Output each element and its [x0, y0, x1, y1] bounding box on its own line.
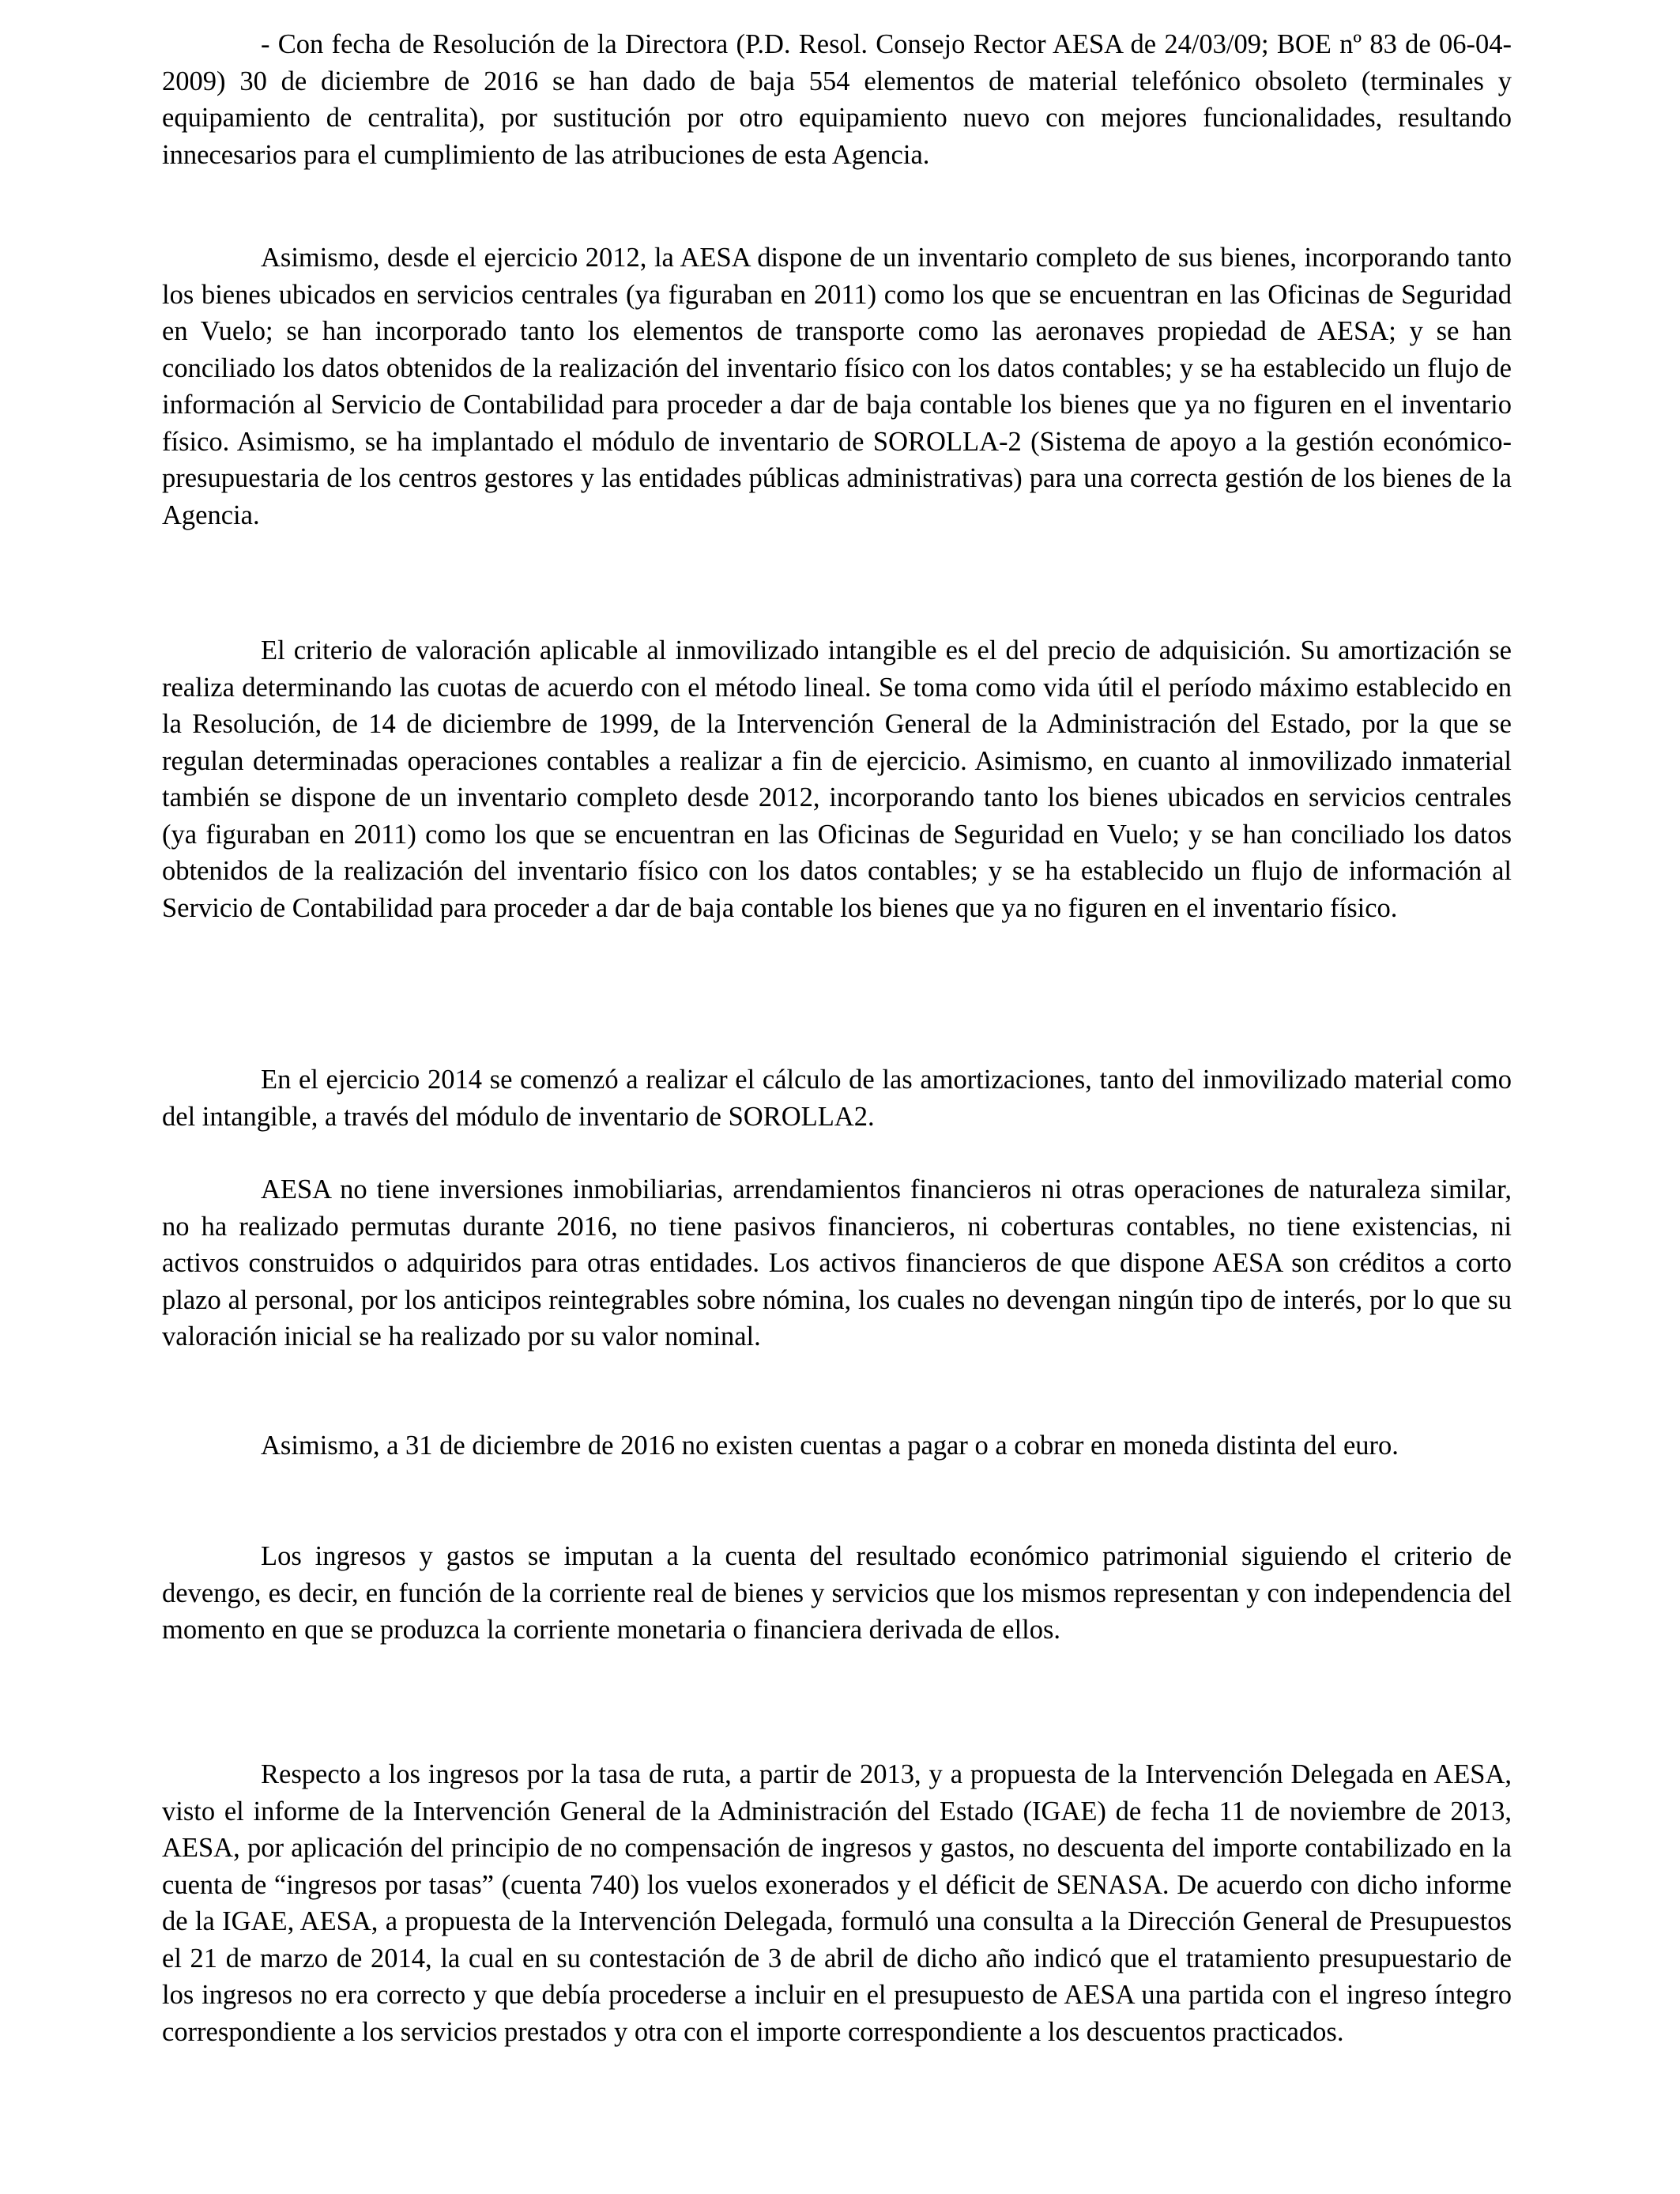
paragraph-inversiones-activos-financieros: AESA no tiene inversiones inmobiliarias, arrendamientos financieros ni otras operaciones de naturaleza similar, no ha realizado permutas durante 2016, no tiene pasivos financieros, ni coberturas contables, no tiene existencias, ni activos construidos o adquiridos para otras entidades. Los activos financieros de que dispone AESA son créditos a corto plazo al personal, por los anticipos reintegrables sobre nómina, los cuales no devengan ningún tipo de interés, por lo que su valoración inicial se ha realizado por su valor nominal. [162, 1174, 1512, 1351]
paragraph-tasa-de-ruta: Respecto a los ingresos por la tasa de ruta, a partir de 2013, y a propuesta de la Intervención Delegada en AESA, visto el informe de la Intervención General de la Administración del Estado (IGAE) de fecha 11 de noviembre de 2013, AESA, por aplicación del principio de no compensación de ingresos y gastos, no descuenta del importe contabilizado en la cuenta de “ingresos por tasas” (cuenta 740) los vuelos exonerados y el déficit de SENASA. De acuerdo con dicho informe de la IGAE, AESA, a propuesta de la Intervención Delegada, formuló una consulta a la Dirección General de Presupuestos el 21 de marzo de 2014, la cual en su contestación de 3 de abril de dicho año indicó que el tratamiento presupuestario de los ingresos no era correcto y que debía procederse a incluir en el presupuesto de AESA una partida con el ingreso íntegro correspondiente a los servicios prestados y otra con el importe correspondiente a los descuentos practicados. [162, 1759, 1512, 2047]
paragraph-inmovilizado-intangible: El criterio de valoración aplicable al inmovilizado intangible es el del precio de adquisición. Su amortización se realiza determinando las cuotas de acuerdo con el método lineal. Se toma como vida útil el período máximo establecido en la Resolución, de 14 de diciembre de 1999, de la Intervención General de la Administración del Estado, por la que se regulan determinadas operaciones contables a realizar a fin de ejercicio. Asimismo, en cuanto al inmovilizado inmaterial también se dispone de un inventario completo desde 2012, incorporando tanto los bienes ubicados en servicios centrales (ya figuraban en 2011) como los que se encuentran en las Oficinas de Seguridad en Vuelo; y se han conciliado los datos obtenidos de la realización del inventario físico con los datos contables; y se ha establecido un flujo de información al Servicio de Contabilidad para proceder a dar de baja contable los bienes que ya no figuren en el inventario físico. [162, 635, 1512, 923]
paragraph-baja-material-telefonico: - Con fecha de Resolución de la Directora (P.D. Resol. Consejo Rector AESA de 24/03/09; BOE nº 83 de 06-04-2009) 30 de diciembre de 2016 se han dado de baja 554 elementos de material telefónico obsoleto (terminales y equipamiento de centralita), por sustitución por otro equipamiento nuevo con mejores funcionalidades, resultando innecesarios para el cumplimiento de las atribuciones de esta Agencia. [162, 29, 1512, 170]
paragraph-ingresos-gastos-devengo: Los ingresos y gastos se imputan a la cuenta del resultado económico patrimonial siguiendo el criterio de devengo, es decir, en función de la corriente real de bienes y servicios que los mismos representan y con independencia del momento en que se produzca la corriente monetaria o financiera derivada de ellos. [162, 1541, 1512, 1645]
paragraph-inventario-bienes: Asimismo, desde el ejercicio 2012, la AESA dispone de un inventario completo de sus bienes, incorporando tanto los bienes ubicados en servicios centrales (ya figuraban en 2011) como los que se encuentran en las Oficinas de Seguridad en Vuelo; se han incorporado tanto los elementos de transporte como las aeronaves propiedad de AESA; y se han conciliado los datos obtenidos de la realización del inventario físico con los datos contables; y se ha establecido un flujo de información al Servicio de Contabilidad para proceder a dar de baja contable los bienes que ya no figuren en el inventario físico. Asimismo, se ha implantado el módulo de inventario de SOROLLA-2 (Sistema de apoyo a la gestión económico-presupuestaria de los centros gestores y las entidades públicas administrativas) para una correcta gestión de los bienes de la Agencia. [162, 243, 1512, 530]
paragraph-moneda-distinta-euro: Asimismo, a 31 de diciembre de 2016 no existen cuentas a pagar o a cobrar en moneda distinta del euro. [261, 1431, 1399, 1461]
paragraph-amortizaciones-sorolla2: En el ejercicio 2014 se comenzó a realizar el cálculo de las amortizaciones, tanto del inmovilizado material como del intangible, a través del módulo de inventario de SOROLLA2. [162, 1065, 1512, 1132]
document-page [162, 0, 1512, 2194]
